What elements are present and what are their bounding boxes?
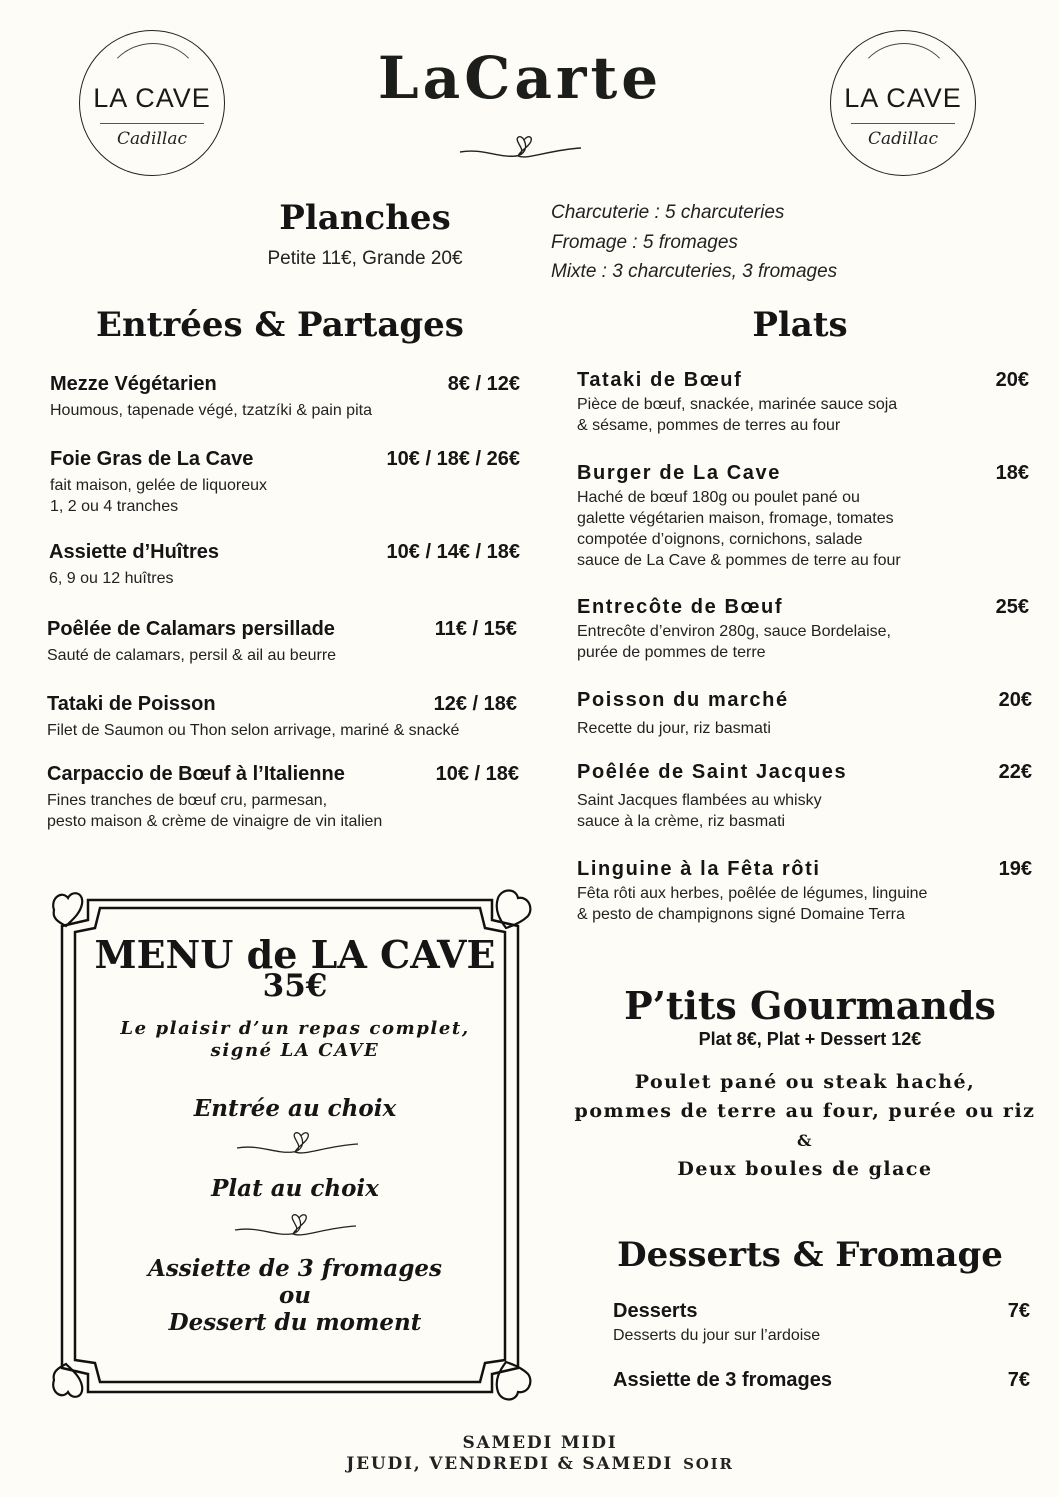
planches-price: Petite 11€, Grande 20€ bbox=[267, 248, 463, 269]
entrees-title: Entrées & Partages bbox=[96, 305, 464, 345]
item-desc: Recette du jour, riz basmati bbox=[577, 720, 771, 737]
logo-rule bbox=[100, 123, 204, 124]
item-price: 11€ / 15€ bbox=[434, 618, 517, 640]
planches-option: Fromage : 5 fromages bbox=[551, 231, 738, 253]
item-name: Desserts bbox=[613, 1300, 698, 1322]
menu-course-dessert: Assiette de 3 fromages ou Dessert du moment bbox=[148, 1255, 442, 1336]
menu-course-entree: Entrée au choix bbox=[193, 1095, 397, 1122]
item-name: Tataki de Bœuf bbox=[577, 369, 743, 391]
item-desc: Pièce de bœuf, snackée, marinée sauce soja & sésame, pommes de terres au four bbox=[577, 396, 898, 434]
item-price: 25€ bbox=[995, 596, 1029, 618]
logo-right bbox=[830, 30, 976, 176]
item-desc: Desserts du jour sur l’ardoise bbox=[613, 1327, 821, 1344]
item-desc: Fêta rôti aux herbes, poêlée de légumes, linguine & pesto de champignons signé Domaine Terra bbox=[577, 885, 928, 923]
logo-subtitle: Cadillac bbox=[117, 129, 187, 149]
title-second: Carte bbox=[464, 44, 663, 112]
logo-rule bbox=[851, 123, 955, 124]
title-first: La bbox=[377, 44, 465, 112]
menu-item-plat bbox=[577, 761, 1032, 832]
item-price: 7€ bbox=[1007, 1369, 1030, 1391]
menu-item-dessert bbox=[613, 1300, 1030, 1346]
item-name: Entrecôte de Bœuf bbox=[577, 596, 784, 618]
item-desc: Haché de bœuf 180g ou poulet pané ou galette végétarien maison, fromage, tomates compotée d’oignons, cornichons, salade sauce de La Cave & pommes de terre au four bbox=[577, 489, 901, 569]
item-name: Tataki de Poisson bbox=[47, 693, 216, 715]
menu-course-plat: Plat au choix bbox=[211, 1175, 379, 1202]
item-price: 12€ / 18€ bbox=[433, 693, 517, 715]
item-name: Burger de La Cave bbox=[577, 462, 781, 484]
item-desc: Fines tranches de bœuf cru, parmesan, pesto maison & crème de vinaigre de vin italien bbox=[47, 792, 383, 830]
item-price: 20€ bbox=[998, 689, 1032, 711]
menu-item-entree bbox=[47, 618, 517, 666]
planches-title: Planches bbox=[279, 198, 451, 238]
item-price: 22€ bbox=[998, 761, 1032, 783]
item-desc: Saint Jacques flambées au whisky sauce à la crème, riz basmati bbox=[577, 792, 822, 830]
item-desc: Sauté de calamars, persil & ail au beurre bbox=[47, 647, 337, 664]
item-name: Linguine à la Fêta rôti bbox=[577, 858, 821, 880]
logo-subtitle: Cadillac bbox=[868, 129, 938, 149]
item-price: 8€ / 12€ bbox=[447, 373, 520, 395]
gourmands-desc: Poulet pané ou steak haché, pommes de terre au four, purée ou riz & Deux boules de glace bbox=[574, 1071, 1036, 1180]
item-name: Assiette d’Huîtres bbox=[49, 541, 220, 563]
item-name: Poêlée de Saint Jacques bbox=[577, 761, 848, 783]
planches-option: Charcuterie : 5 charcuteries bbox=[551, 202, 785, 223]
item-desc: Houmous, tapenade végé, tzatzíki & pain pita bbox=[50, 402, 372, 419]
item-price: 10€ / 18€ / 26€ bbox=[386, 448, 520, 470]
planches-options bbox=[551, 198, 837, 287]
menu-item-entree bbox=[47, 763, 519, 832]
item-desc: fait maison, gelée de liquoreux 1, 2 ou 4 tranches bbox=[50, 477, 268, 515]
page-title bbox=[300, 44, 740, 112]
item-name: Poêlée de Calamars persillade bbox=[47, 618, 335, 640]
item-price: 18€ bbox=[995, 462, 1029, 484]
gourmands-price: Plat 8€, Plat + Dessert 12€ bbox=[698, 1029, 922, 1049]
hours-line-1: SAMEDI MIDI bbox=[462, 1433, 618, 1453]
menu-item-entree bbox=[47, 693, 517, 741]
item-price: 20€ bbox=[995, 369, 1029, 391]
menu-item-entree bbox=[49, 541, 520, 589]
item-price: 10€ / 14€ / 18€ bbox=[386, 541, 520, 563]
item-name: Mezze Végétarien bbox=[50, 373, 217, 395]
item-price: 10€ / 18€ bbox=[435, 763, 519, 785]
item-desc: 6, 9 ou 12 huîtres bbox=[49, 570, 174, 587]
menu-title: MENU de LA CAVE bbox=[94, 932, 496, 977]
menu-item-plat bbox=[577, 596, 1029, 663]
menu-tagline: Le plaisir d’un repas complet, signé LA CAVE bbox=[120, 1018, 470, 1061]
desserts-title: Desserts & Fromage bbox=[617, 1235, 1003, 1275]
menu-price: 35€ bbox=[262, 968, 328, 1004]
logo-name: LA CAVE bbox=[93, 83, 211, 113]
hours-line-2: JEUDI, VENDREDI & SAMEDI SOIR bbox=[346, 1454, 734, 1474]
item-name: Carpaccio de Bœuf à l’Italienne bbox=[47, 763, 345, 785]
logo-name: LA CAVE bbox=[844, 83, 962, 113]
logo-left bbox=[79, 30, 225, 176]
item-price: 7€ bbox=[1007, 1300, 1030, 1322]
item-price: 19€ bbox=[998, 858, 1032, 880]
gourmands-title: P’tits Gourmands bbox=[624, 983, 996, 1028]
opening-hours bbox=[300, 1433, 780, 1475]
item-name: Assiette de 3 fromages bbox=[613, 1369, 832, 1391]
menu-item-entree bbox=[50, 448, 520, 517]
plats-title: Plats bbox=[752, 305, 848, 345]
item-name: Poisson du marché bbox=[577, 689, 789, 711]
menu-item-plat bbox=[577, 462, 1029, 571]
heart-flourish-icon bbox=[458, 134, 583, 166]
menu-item-plat bbox=[577, 858, 1032, 925]
item-desc: Filet de Saumon ou Thon selon arrivage, mariné & snacké bbox=[47, 722, 460, 739]
item-name: Foie Gras de La Cave bbox=[50, 448, 254, 470]
heart-flourish-icon bbox=[235, 1130, 360, 1162]
item-desc: Entrecôte d’environ 280g, sauce Bordelaise, purée de pommes de terre bbox=[577, 623, 891, 661]
menu-item-entree bbox=[50, 373, 520, 421]
heart-flourish-icon bbox=[233, 1212, 358, 1244]
menu-item-plat bbox=[577, 689, 1032, 739]
planches-option: Mixte : 3 charcuteries, 3 fromages bbox=[551, 261, 838, 282]
menu-item-plat bbox=[577, 369, 1029, 436]
menu-item-dessert bbox=[613, 1369, 1030, 1392]
